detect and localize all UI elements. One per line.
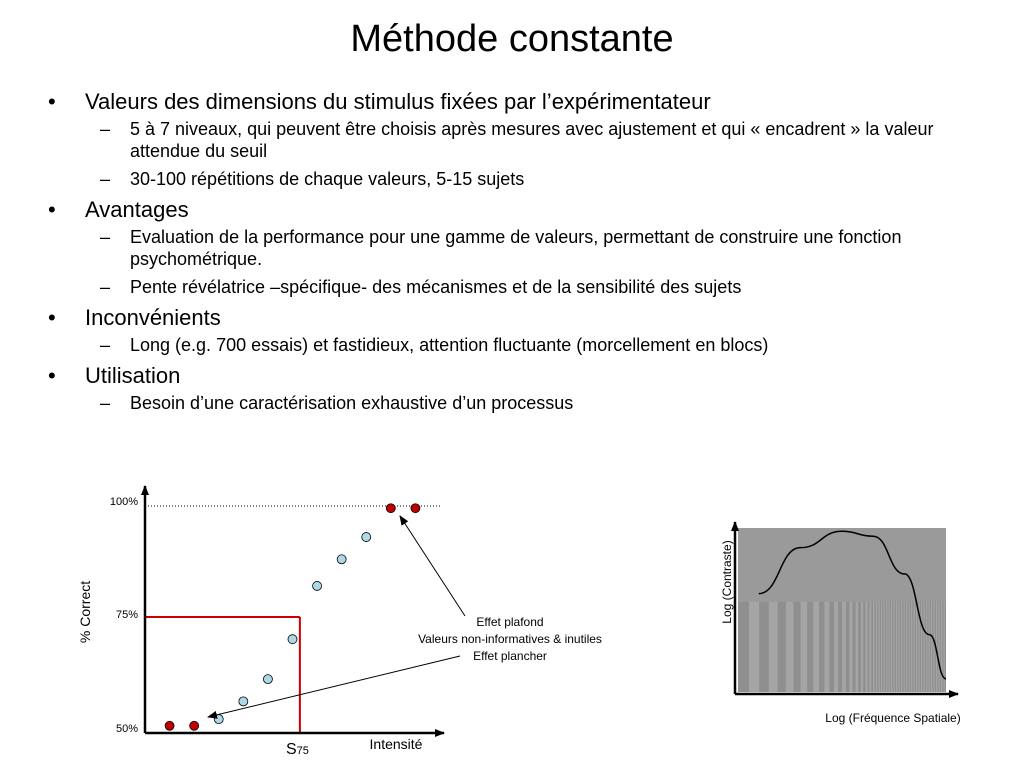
- grating-stripe: [881, 602, 882, 692]
- grating-stripe: [877, 602, 878, 692]
- grating-stripe: [917, 602, 918, 692]
- slide-title: Méthode constante: [350, 18, 674, 60]
- annotation-effet-plafond: Effet plafond: [476, 615, 544, 629]
- grating-stripe: [934, 602, 935, 692]
- grating-stripe: [868, 602, 870, 692]
- sub-bullet-text: Pente révélatrice –spécifique- des mécanismes et de la sensibilité des sujets: [130, 277, 742, 297]
- grating-stripe: [769, 602, 778, 692]
- grating-stripe: [793, 602, 800, 692]
- grating-stripe: [931, 602, 932, 692]
- data-point-floor-ceiling: [165, 721, 174, 730]
- grating-stripe: [895, 602, 896, 692]
- grating-stripe: [887, 602, 888, 692]
- grating-stripe: [861, 602, 863, 692]
- annotation-valeurs-non-informatives: Valeurs non-informatives & inutiles: [418, 632, 602, 646]
- grating-stripe: [834, 602, 838, 692]
- dash-marker: –: [100, 227, 111, 247]
- bullet-text: Avantages: [85, 197, 189, 222]
- grating-stripe: [925, 602, 926, 692]
- grating-stripe: [849, 602, 852, 692]
- grating-stripe: [846, 602, 849, 692]
- dash-marker: –: [100, 335, 111, 355]
- grating-stripe: [870, 602, 872, 692]
- grating-stripe: [807, 602, 813, 692]
- sub-bullet-text: Evaluation de la performance pour une gamme de valeurs, permettant de construire une fonction psychométrique.: [130, 227, 902, 269]
- grating-stripe: [911, 602, 912, 692]
- grating-stripe: [909, 602, 910, 692]
- grating-stripe: [907, 602, 908, 692]
- grating-stripe: [856, 602, 859, 692]
- grating-stripe: [801, 602, 808, 692]
- grating-stripe: [819, 602, 824, 692]
- csf-y-axis-label: Log (Contraste): [720, 540, 734, 624]
- grating-stripe: [929, 602, 930, 692]
- grating-stripe: [915, 602, 916, 692]
- grating-stripe: [892, 602, 893, 692]
- grating-stripe: [842, 602, 846, 692]
- grating-stripe: [873, 602, 875, 692]
- grating-stripe: [926, 602, 927, 692]
- bullet-text: Utilisation: [85, 363, 181, 388]
- grating-stripe: [941, 602, 942, 692]
- contrast-sensitivity-figure: [720, 522, 961, 725]
- bullet-marker: •: [48, 363, 56, 388]
- threshold-label: [286, 741, 309, 758]
- threshold-label-sub: 75: [296, 745, 309, 757]
- grating-stripe: [932, 602, 933, 692]
- grating-stripe: [889, 602, 890, 692]
- data-point-floor-ceiling: [386, 504, 395, 513]
- sub-bullet-text: 30-100 répétitions de chaque valeurs, 5-15 sujets: [130, 169, 525, 189]
- csf-x-axis-label: Log (Fréquence Spatiale): [825, 711, 961, 725]
- grating-stripe: [890, 602, 891, 692]
- grating-stripe: [886, 602, 887, 692]
- data-point-floor-ceiling: [411, 504, 420, 513]
- sub-bullet-text: 5 à 7 niveaux, qui peuvent être choisis après mesures avec ajustement et qui « encadrent » la valeur attendue du seuil: [130, 119, 934, 161]
- data-point-informative: [362, 533, 371, 542]
- y-tick-label-75: 75%: [115, 609, 138, 621]
- grating-stripe: [942, 602, 943, 692]
- grating-stripe: [863, 602, 865, 692]
- data-point-informative: [239, 697, 248, 706]
- grating-stripe: [914, 602, 915, 692]
- grating-stripe: [912, 602, 913, 692]
- grating-stripe: [924, 602, 925, 692]
- grating-stripe: [880, 602, 881, 692]
- grating-stripe: [899, 602, 900, 692]
- grating-stripe: [813, 602, 819, 692]
- grating-stripe: [897, 602, 898, 692]
- grating-stripe: [866, 602, 868, 692]
- bullet-text: Inconvénients: [85, 305, 221, 330]
- grating-stripe: [759, 602, 769, 692]
- y-tick-label-50: 50%: [115, 723, 138, 735]
- dash-marker: –: [100, 169, 111, 189]
- dash-marker: –: [100, 393, 111, 413]
- grating-stripe: [879, 602, 880, 692]
- bullet-text: Valeurs des dimensions du stimulus fixées par l’expérimentateur: [85, 89, 711, 114]
- bullet-marker: •: [48, 89, 56, 114]
- grating-stripe: [902, 602, 903, 692]
- grating-stripe: [900, 602, 901, 692]
- grating-stripe: [921, 602, 922, 692]
- data-point-informative: [288, 635, 297, 644]
- x-axis-label: Intensité: [369, 736, 423, 752]
- psychometric-chart: [77, 486, 602, 758]
- grating-stripe: [853, 602, 856, 692]
- y-axis-label: % Correct: [77, 580, 93, 644]
- grating-stripe: [885, 602, 886, 692]
- grating-stripe: [916, 602, 917, 692]
- sub-bullet-text: Besoin d’une caractérisation exhaustive d’un processus: [130, 393, 574, 413]
- grating-stripe: [891, 602, 892, 692]
- grating-stripe: [906, 602, 907, 692]
- grating-stripe: [894, 602, 895, 692]
- grating-stripe: [786, 602, 794, 692]
- dash-marker: –: [100, 277, 111, 297]
- grating-stripe: [901, 602, 902, 692]
- data-point-informative: [214, 715, 223, 724]
- grating-stripe: [749, 602, 759, 692]
- grating-stripe: [939, 602, 940, 692]
- grating-stripe: [778, 602, 786, 692]
- sub-bullet-text: Long (e.g. 700 essais) et fastidieux, attention fluctuante (morcellement en blocs): [130, 335, 769, 355]
- y-tick-label-100: 100%: [109, 496, 138, 508]
- grating-stripe: [738, 602, 749, 692]
- grating-stripe: [824, 602, 829, 692]
- grating-stripe: [927, 602, 928, 692]
- grating-stripe: [904, 602, 905, 692]
- annotation-effet-plancher: Effet plancher: [473, 649, 547, 663]
- grating-stripe: [937, 602, 938, 692]
- grating-stripe: [876, 602, 877, 692]
- bullet-marker: •: [48, 305, 56, 330]
- bullet-marker: •: [48, 197, 56, 222]
- grating-stripe: [910, 602, 911, 692]
- grating-stripe: [871, 602, 873, 692]
- threshold-lines: [145, 617, 300, 733]
- threshold-label-main: S: [286, 741, 297, 758]
- annotation-arrow-ceiling: [400, 516, 465, 616]
- dash-marker: –: [100, 119, 111, 139]
- grating-stripe: [829, 602, 834, 692]
- grating-stripe: [905, 602, 906, 692]
- grating-stripes: [738, 602, 946, 692]
- grating-stripe: [940, 602, 941, 692]
- grating-stripe: [875, 602, 876, 692]
- grating-stripe: [884, 602, 885, 692]
- data-point-floor-ceiling: [190, 721, 199, 730]
- grating-stripe: [922, 602, 923, 692]
- annotation-arrow-floor: [208, 656, 460, 717]
- grating-stripe: [838, 602, 842, 692]
- data-point-informative: [263, 675, 272, 684]
- grating-stripe: [896, 602, 897, 692]
- grating-stripe: [858, 602, 861, 692]
- grating-stripe: [930, 602, 931, 692]
- data-point-informative: [313, 581, 322, 590]
- grating-stripe: [882, 602, 883, 692]
- data-point-informative: [337, 555, 346, 564]
